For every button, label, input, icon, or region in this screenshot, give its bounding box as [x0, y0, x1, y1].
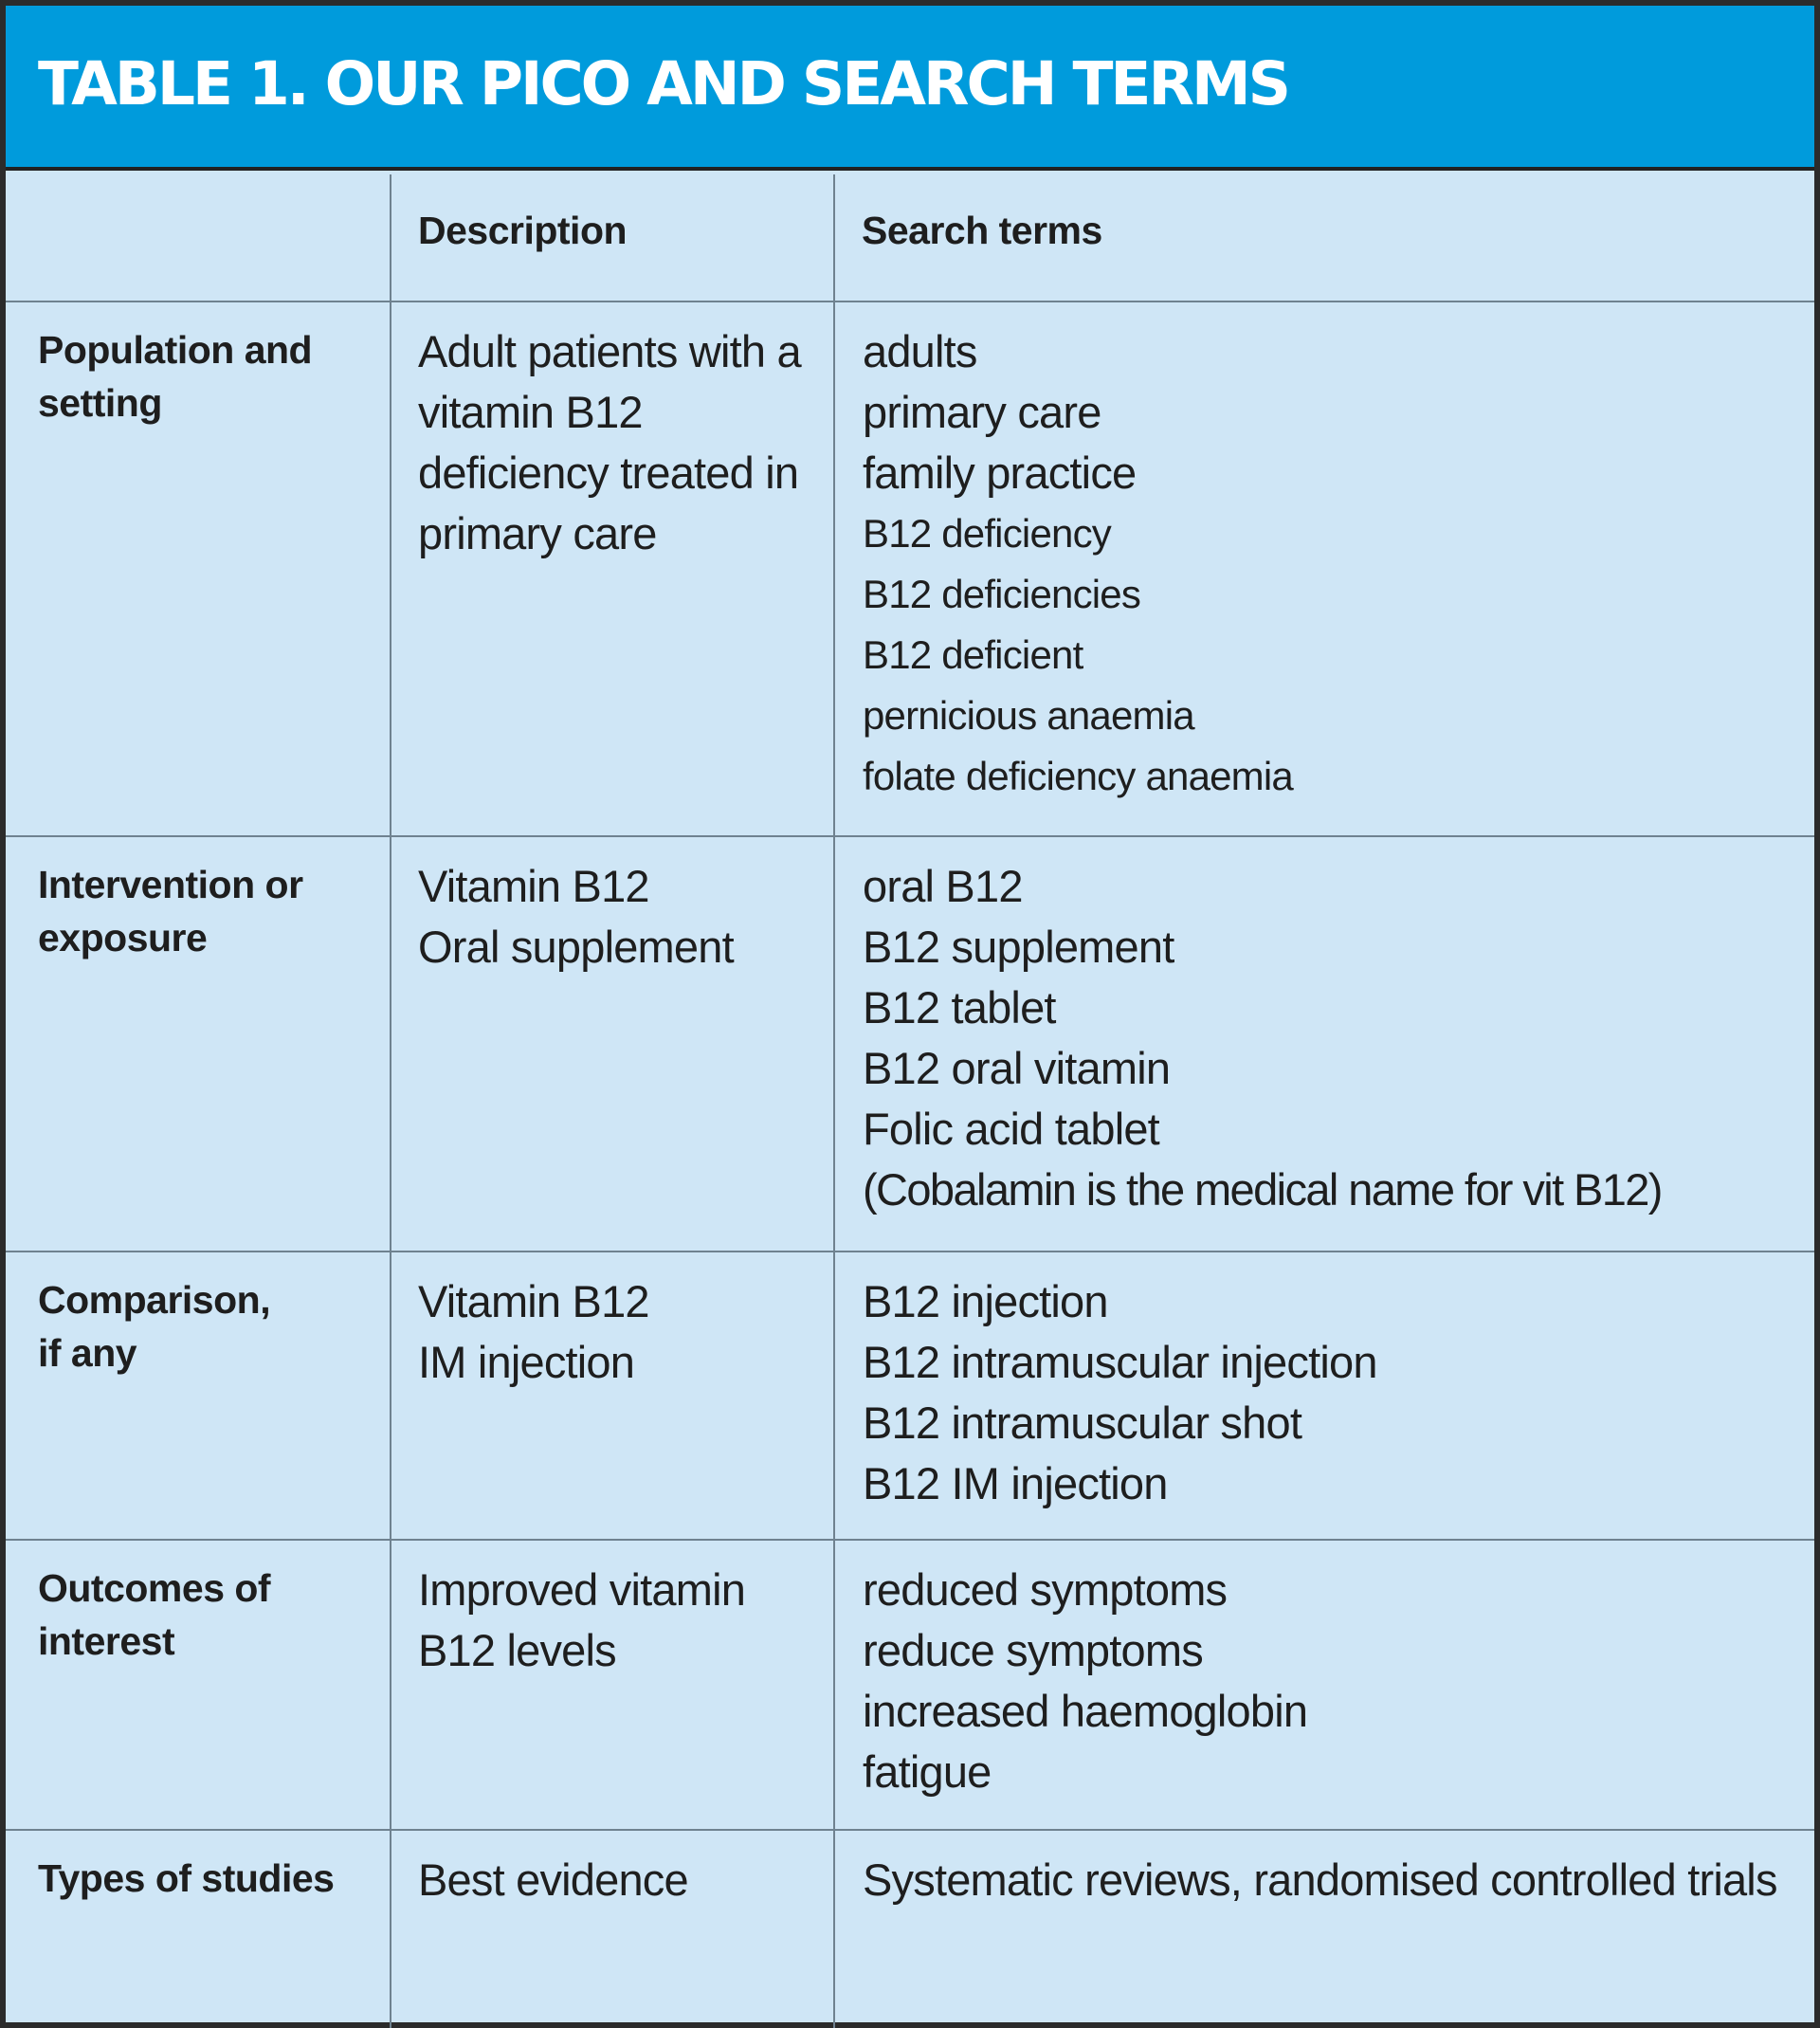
row-label-cell	[6, 1252, 391, 1540]
search-term: adults	[863, 326, 977, 376]
title-bar	[6, 6, 1814, 171]
search-term: reduced symptoms	[863, 1564, 1228, 1615]
header-cell-empty	[6, 174, 391, 301]
search-term: fatigue	[863, 1746, 992, 1797]
row-label-cell	[6, 836, 391, 1252]
search-term: B12 injection	[863, 1276, 1108, 1326]
search-terms-list	[835, 837, 1814, 1220]
header-cell-description	[391, 174, 834, 301]
search-term: reduce symptoms	[863, 1625, 1203, 1675]
table-title: TABLE 1. OUR PICO AND SEARCH TERMS	[38, 49, 1289, 119]
search-term: Folic acid tablet	[863, 1104, 1159, 1154]
row-label: Types of studies	[38, 1856, 335, 1900]
table-row-comparison	[6, 1252, 1814, 1540]
column-header-description: Description	[418, 209, 628, 252]
pico-table	[6, 174, 1814, 2028]
description-text: Adult patients with a vitamin B12 deficiency treated in primary care	[418, 326, 801, 558]
search-term: primary care	[863, 387, 1101, 437]
description-cell	[391, 836, 834, 1252]
description-text: Improved vitamin B12 levels	[418, 1564, 746, 1675]
search-term: B12 deficient	[863, 632, 1083, 677]
description-cell	[391, 301, 834, 836]
search-term: pernicious anaemia	[863, 693, 1194, 738]
search-term: B12 intramuscular shot	[863, 1398, 1302, 1448]
table-row-population	[6, 301, 1814, 836]
header-cell-search-terms	[834, 174, 1814, 301]
description-text: Vitamin B12 Oral supplement	[418, 861, 734, 972]
header-row	[6, 174, 1814, 301]
search-terms-cell	[834, 301, 1814, 836]
description-cell	[391, 1252, 834, 1540]
search-term: B12 oral vitamin	[863, 1043, 1171, 1093]
search-term: Systematic reviews, randomised controlled trials	[863, 1854, 1777, 1905]
table-row-outcomes	[6, 1540, 1814, 1830]
column-header-search-terms: Search terms	[862, 209, 1102, 252]
row-label: Comparison, if any	[38, 1278, 271, 1375]
row-label-cell	[6, 1540, 391, 1830]
search-term: B12 IM injection	[863, 1458, 1168, 1508]
search-term-note: (Cobalamin is the medical name for vit B12)	[863, 1164, 1662, 1215]
search-term: B12 tablet	[863, 982, 1056, 1032]
table-row-intervention	[6, 836, 1814, 1252]
search-terms-list	[835, 302, 1814, 503]
search-term: B12 deficiency	[863, 511, 1111, 556]
search-term: oral B12	[863, 861, 1023, 911]
search-terms-cell	[834, 1830, 1814, 2028]
search-terms-list	[835, 1541, 1814, 1802]
row-label: Intervention or exposure	[38, 863, 303, 959]
search-term: increased haemoglobin	[863, 1686, 1308, 1736]
search-terms-cell	[834, 1540, 1814, 1830]
search-term: B12 deficiencies	[863, 572, 1141, 616]
row-label: Outcomes of interest	[38, 1566, 271, 1663]
search-term: family practice	[863, 448, 1137, 498]
row-label-cell	[6, 301, 391, 836]
search-terms-list-small	[835, 503, 1814, 807]
search-terms-list	[835, 1252, 1814, 1514]
row-label-cell	[6, 1830, 391, 2028]
search-terms-list	[835, 1831, 1814, 1910]
description-text: Best evidence	[418, 1854, 688, 1905]
search-term: B12 supplement	[863, 922, 1174, 972]
row-label: Population and setting	[38, 328, 313, 425]
description-text: Vitamin B12 IM injection	[418, 1276, 649, 1387]
table-row-study-types	[6, 1830, 1814, 2028]
description-cell	[391, 1830, 834, 2028]
description-cell	[391, 1540, 834, 1830]
search-term: folate deficiency anaemia	[863, 754, 1293, 798]
search-terms-cell	[834, 836, 1814, 1252]
search-term: B12 intramuscular injection	[863, 1337, 1377, 1387]
search-terms-cell	[834, 1252, 1814, 1540]
